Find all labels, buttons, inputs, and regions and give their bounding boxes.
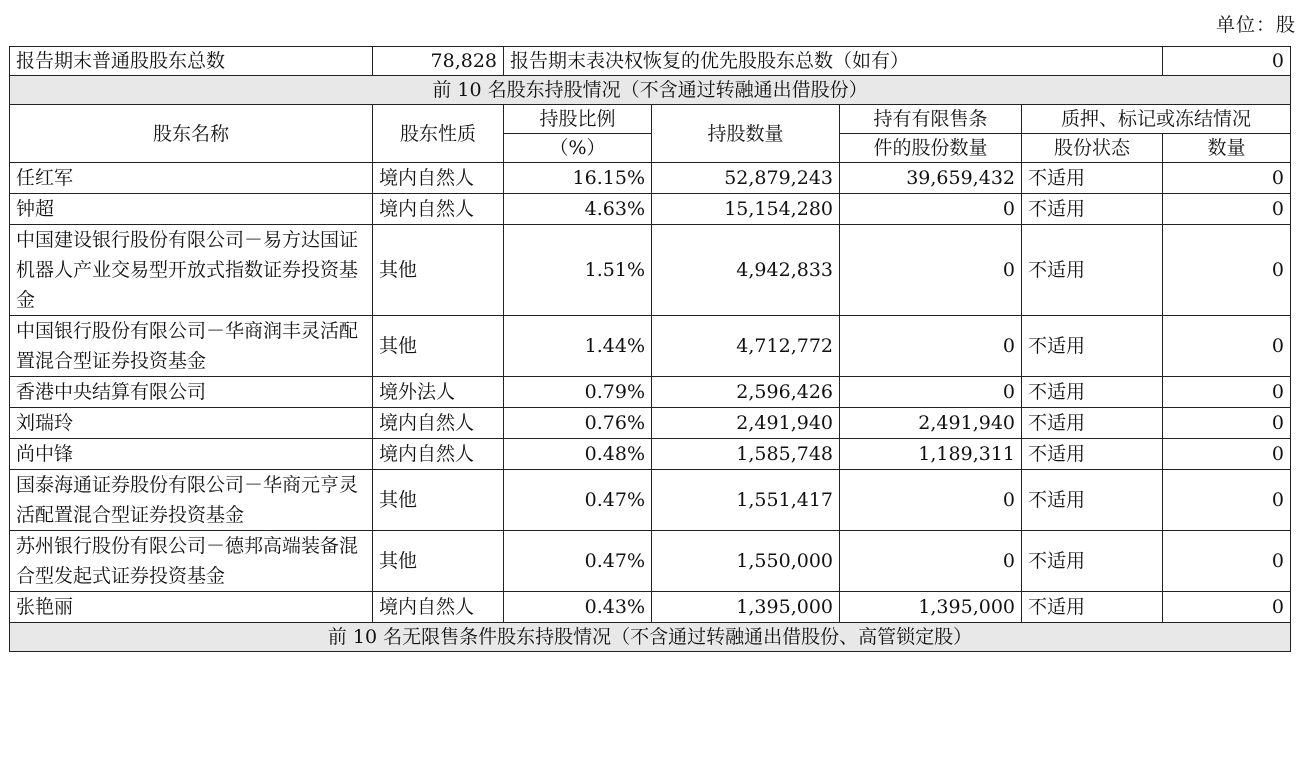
cell-shareholder-name: 中国建设银行股份有限公司－易方达国证机器人产业交易型开放式指数证券投资基金: [10, 225, 373, 316]
summary-label: 报告期末普通股股东总数: [10, 47, 373, 76]
cell-holding-quantity: 1,585,748: [652, 439, 840, 470]
cell-shareholder-name: 香港中央结算有限公司: [10, 377, 373, 408]
table-row: [10, 163, 1291, 194]
cell-pledge-quantity: 0: [1163, 163, 1291, 194]
cell-holding-ratio: 4.63%: [504, 194, 652, 225]
header-ratio-line1: 持股比例: [504, 105, 652, 134]
header-pledge-status: 股份状态: [1022, 134, 1163, 163]
cell-holding-ratio: 0.48%: [504, 439, 652, 470]
cell-shareholder-name: 中国银行股份有限公司－华商润丰灵活配置混合型证券投资基金: [10, 316, 373, 377]
header-pledge-group: 质押、标记或冻结情况: [1022, 105, 1291, 134]
cell-restricted-quantity: 0: [840, 377, 1022, 408]
cell-shareholder-nature: 境内自然人: [373, 194, 504, 225]
cell-holding-ratio: 16.15%: [504, 163, 652, 194]
cell-pledge-quantity: 0: [1163, 377, 1291, 408]
cell-holding-quantity: 1,551,417: [652, 470, 840, 531]
cell-holding-quantity: 2,491,940: [652, 408, 840, 439]
table-row: [10, 408, 1291, 439]
cell-restricted-quantity: 0: [840, 194, 1022, 225]
pref-label: 报告期末表决权恢复的优先股股东总数（如有）: [504, 47, 1163, 76]
cell-restricted-quantity: 0: [840, 225, 1022, 316]
cell-pledge-status: 不适用: [1022, 592, 1163, 623]
table-row: [10, 592, 1291, 623]
cell-restricted-quantity: 2,491,940: [840, 408, 1022, 439]
cell-pledge-status: 不适用: [1022, 163, 1163, 194]
cell-shareholder-nature: 其他: [373, 531, 504, 592]
cell-restricted-quantity: 0: [840, 531, 1022, 592]
cell-shareholder-nature: 其他: [373, 225, 504, 316]
cell-shareholder-name: 尚中锋: [10, 439, 373, 470]
cell-shareholder-nature: 其他: [373, 316, 504, 377]
header-row-1: [10, 105, 1291, 134]
cell-holding-ratio: 1.51%: [504, 225, 652, 316]
summary-row: [10, 47, 1291, 76]
cell-holding-ratio: 0.43%: [504, 592, 652, 623]
cell-shareholder-name: 刘瑞玲: [10, 408, 373, 439]
cell-pledge-status: 不适用: [1022, 408, 1163, 439]
summary-value: 78,828: [373, 47, 504, 76]
cell-pledge-status: 不适用: [1022, 377, 1163, 408]
cell-shareholder-nature: 境外法人: [373, 377, 504, 408]
header-quantity: 持股数量: [652, 105, 840, 163]
cell-shareholder-nature: 其他: [373, 470, 504, 531]
cell-pledge-quantity: 0: [1163, 408, 1291, 439]
cell-holding-quantity: 52,879,243: [652, 163, 840, 194]
table-row: [10, 470, 1291, 531]
cell-pledge-quantity: 0: [1163, 439, 1291, 470]
header-ratio-line2: （%）: [504, 134, 652, 163]
cell-shareholder-nature: 境内自然人: [373, 439, 504, 470]
pref-value: 0: [1163, 47, 1291, 76]
cell-pledge-status: 不适用: [1022, 470, 1163, 531]
cell-holding-quantity: 1,395,000: [652, 592, 840, 623]
cell-holding-ratio: 0.79%: [504, 377, 652, 408]
cell-shareholder-nature: 境内自然人: [373, 163, 504, 194]
table-row: [10, 316, 1291, 377]
cell-pledge-quantity: 0: [1163, 194, 1291, 225]
cell-shareholder-name: 苏州银行股份有限公司－德邦高端装备混合型发起式证券投资基金: [10, 531, 373, 592]
section-title-row: [10, 76, 1291, 105]
cell-holding-ratio: 0.76%: [504, 408, 652, 439]
cell-shareholder-nature: 境内自然人: [373, 592, 504, 623]
cell-holding-quantity: 2,596,426: [652, 377, 840, 408]
header-pledge-qty: 数量: [1163, 134, 1291, 163]
cell-holding-ratio: 0.47%: [504, 531, 652, 592]
header-restricted-line2: 件的股份数量: [840, 134, 1022, 163]
cell-shareholder-nature: 境内自然人: [373, 408, 504, 439]
cell-shareholder-name: 钟超: [10, 194, 373, 225]
table-row: [10, 439, 1291, 470]
cell-pledge-quantity: 0: [1163, 470, 1291, 531]
table-row: [10, 225, 1291, 316]
cell-restricted-quantity: 39,659,432: [840, 163, 1022, 194]
cell-restricted-quantity: 0: [840, 316, 1022, 377]
cell-pledge-status: 不适用: [1022, 316, 1163, 377]
header-restricted-line1: 持有有限售条: [840, 105, 1022, 134]
cell-pledge-quantity: 0: [1163, 225, 1291, 316]
cell-holding-ratio: 0.47%: [504, 470, 652, 531]
cell-pledge-status: 不适用: [1022, 194, 1163, 225]
cell-restricted-quantity: 0: [840, 470, 1022, 531]
section-title: 前 10 名股东持股情况（不含通过转融通出借股份）: [10, 76, 1291, 105]
next-section-title-row: [10, 623, 1291, 652]
cell-pledge-quantity: 0: [1163, 592, 1291, 623]
cell-pledge-quantity: 0: [1163, 531, 1291, 592]
cell-pledge-status: 不适用: [1022, 439, 1163, 470]
next-section-title: 前 10 名无限售条件股东持股情况（不含通过转融通出借股份、高管锁定股）: [10, 623, 1291, 652]
table-row: [10, 377, 1291, 408]
cell-pledge-quantity: 0: [1163, 316, 1291, 377]
cell-holding-ratio: 1.44%: [504, 316, 652, 377]
header-nature: 股东性质: [373, 105, 504, 163]
unit-label: 单位：股: [1215, 14, 1296, 36]
cell-holding-quantity: 4,942,833: [652, 225, 840, 316]
header-name: 股东名称: [10, 105, 373, 163]
table-row: [10, 531, 1291, 592]
cell-holding-quantity: 4,712,772: [652, 316, 840, 377]
table-row: [10, 194, 1291, 225]
cell-pledge-status: 不适用: [1022, 225, 1163, 316]
cell-holding-quantity: 15,154,280: [652, 194, 840, 225]
cell-restricted-quantity: 1,395,000: [840, 592, 1022, 623]
cell-holding-quantity: 1,550,000: [652, 531, 840, 592]
shareholder-table: [9, 46, 1291, 652]
cell-pledge-status: 不适用: [1022, 531, 1163, 592]
cell-restricted-quantity: 1,189,311: [840, 439, 1022, 470]
cell-shareholder-name: 国泰海通证券股份有限公司－华商元亨灵活配置混合型证券投资基金: [10, 470, 373, 531]
cell-shareholder-name: 张艳丽: [10, 592, 373, 623]
cell-shareholder-name: 任红军: [10, 163, 373, 194]
